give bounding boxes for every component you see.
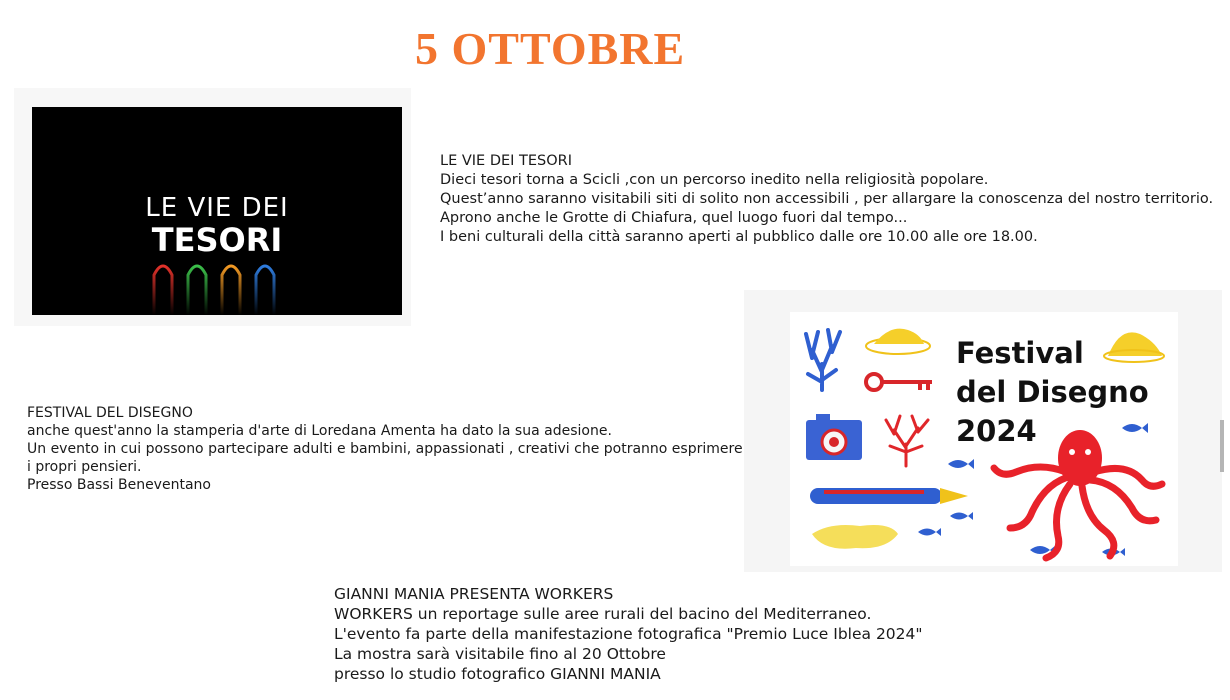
coral-red-icon [886,416,928,466]
camera-icon [806,414,862,460]
shell-yellow-icon [866,329,930,354]
poster-line1: Festival [956,336,1084,370]
tesori-line: Dieci tesori torna a Scicli ,con un percorso inedito nella religiosità popolare. [440,172,989,188]
poster-line3: 2024 [956,414,1037,448]
sponge-icon [812,525,898,549]
tesori-logo-line1: LE VIE DEI [145,193,289,223]
arches-icon [150,257,284,315]
tesori-description [440,152,1213,247]
workers-description [334,584,923,684]
shell-yellow-icon [1104,332,1164,362]
festival-line: Un evento in cui possono partecipare adulti e bambini, appassionati , creativi che potranno esprimere [27,441,743,457]
workers-line: L'evento fa parte della manifestazione fotografica "Premio Luce Iblea 2024" [334,625,923,643]
poster-line2: del Disegno [956,375,1149,409]
festival-description [27,404,743,494]
scrollbar[interactable] [1220,420,1224,472]
festival-poster-image [744,290,1222,572]
festival-line: anche quest'anno la stamperia d'arte di Loredana Amenta ha dato la sua adesione. [27,423,612,439]
festival-poster [790,312,1178,566]
page-title: 5 OTTOBRE [415,23,686,74]
festival-heading: FESTIVAL DEL DISEGNO [27,405,193,421]
workers-line: La mostra sarà visitabile fino al 20 Ottobre [334,645,666,663]
workers-heading: GIANNI MANIA PRESENTA WORKERS [334,585,614,603]
coral-blue-icon [806,330,840,390]
festival-line: Presso Bassi Beneventano [27,477,211,493]
tesori-line: Quest’anno saranno visitabili siti di solito non accessibili , per allargare la conoscenza del nostro territorio. [440,191,1214,207]
key-icon [866,374,932,390]
festival-line: i propri pensieri. [27,459,142,475]
pen-icon [810,488,968,504]
workers-line: WORKERS un reportage sulle aree rurali del bacino del Mediterraneo. [334,605,872,623]
workers-line: presso lo studio fotografico GIANNI MANIA [334,665,661,683]
tesori-image [14,88,411,326]
tesori-line: I beni culturali della città saranno aperti al pubblico dalle ore 10.00 alle ore 18.00. [440,229,1038,245]
tesori-line: Aprono anche le Grotte di Chiafura, quel luogo fuori dal tempo... [440,210,908,226]
poster-illustrations [790,312,1178,566]
octopus-head [1058,430,1102,486]
tesori-logo-line2: TESORI [151,221,283,259]
tesori-heading: LE VIE DEI TESORI [440,153,573,169]
tesori-logo [32,107,402,315]
